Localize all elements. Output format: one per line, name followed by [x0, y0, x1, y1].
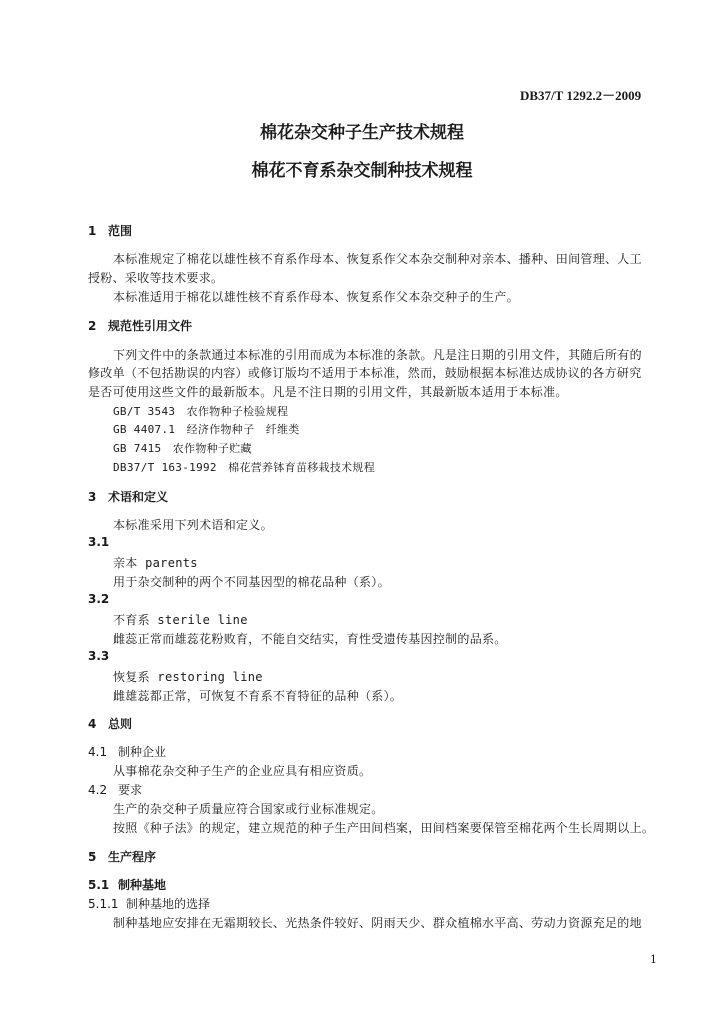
clause-number: 5.1.1 — [88, 897, 119, 911]
paragraph-line: 本标准适用于棉花以雄性核不育系作母本、恢复系作父本杂交种子的生产。 — [113, 290, 519, 304]
section-number: 2 — [88, 319, 97, 333]
main-title: 棉花杂交种子生产技术规程 — [260, 123, 464, 143]
clause-title: 制种企业 — [118, 745, 167, 759]
standard-code: DB37/T 1292.2－2009 — [520, 88, 642, 103]
paragraph-line: 生产的杂交种子质量应符合国家或行业标准规定。 — [113, 802, 384, 816]
page-number: 1 — [650, 953, 657, 966]
term-name: 亲本 parents — [113, 556, 198, 570]
term-definition: 用于杂交制种的两个不同基因型的棉花品种（系）。 — [113, 575, 390, 589]
section-2-heading — [88, 317, 192, 334]
paragraph-line: 授粉、采收等技术要求。 — [88, 271, 224, 285]
paragraph-line: 制种基地应安排在无霜期较长、光热条件较好、阴雨天少、群众植棉水平高、劳动力资源充足的地 — [113, 916, 642, 930]
reference-item: GB 4407.1 经济作物种子 纤维类 — [113, 423, 300, 436]
clause-number: 4.1 — [88, 745, 108, 759]
term-definition: 雌蕊正常而雄蕊花粉败育，不能自交结实，育性受遗传基因控制的品系。 — [113, 632, 507, 646]
clause-4-1-heading — [88, 743, 166, 760]
paragraph-line: 本标准规定了棉花以雄性核不育系作母本、恢复系作父本杂交制种对亲本、播种、田间管理、人工 — [113, 252, 642, 266]
clause-title: 制种基地的选择 — [126, 897, 211, 911]
clause-5-1-heading — [88, 876, 166, 893]
section-number: 1 — [88, 224, 97, 238]
section-title: 生产程序 — [108, 850, 157, 864]
paragraph-line: 按照《种子法》的规定，建立规范的种子生产田间档案，田间档案要保管至棉花两个生长周期以上。 — [113, 821, 655, 835]
clause-number: 5.1 — [88, 878, 110, 892]
clause-4-2-heading — [88, 781, 142, 798]
term-number: 3.1 — [88, 535, 110, 549]
clause-title: 要求 — [118, 783, 143, 797]
term-definition: 雌雄蕊都正常，可恢复不育系不育特征的品种（系）。 — [113, 689, 403, 703]
section-number: 5 — [88, 850, 97, 864]
clause-title: 制种基地 — [118, 878, 167, 892]
section-5-heading — [88, 848, 156, 865]
section-3-heading — [88, 488, 168, 505]
paragraph-line: 下列文件中的条款通过本标准的引用而成为本标准的条款。凡是注日期的引用文件，其随后所有的 — [113, 348, 642, 362]
term-number: 3.3 — [88, 649, 110, 663]
clause-number: 4.2 — [88, 783, 108, 797]
reference-item: DB37/T 163-1992 棉花营养钵育苗移栽技术规程 — [113, 461, 376, 474]
reference-item: GB/T 3543 农作物种子检验规程 — [113, 405, 289, 418]
section-number: 4 — [88, 717, 97, 731]
term-name: 不育系 sterile line — [113, 613, 248, 627]
paragraph-line: 本标准采用下列术语和定义。 — [113, 518, 273, 532]
clause-5-1-1-heading — [88, 895, 210, 912]
section-title: 规范性引用文件 — [108, 319, 193, 333]
sub-title: 棉花不育系杂交制种技术规程 — [251, 161, 473, 181]
reference-item: GB 7415 农作物种子贮藏 — [113, 442, 252, 455]
section-title: 范围 — [108, 224, 133, 238]
section-1-heading — [88, 222, 132, 239]
section-number: 3 — [88, 490, 97, 504]
term-number: 3.2 — [88, 592, 110, 606]
paragraph-line: 从事棉花杂交种子生产的企业应具有相应资质。 — [113, 764, 372, 778]
section-title: 术语和定义 — [108, 490, 169, 504]
section-title: 总则 — [108, 717, 133, 731]
paragraph-line: 修改单（不包括勘误的内容）或修订版均不适用于本标准，然而，鼓励根据本标准达成协议的各方研究 — [88, 366, 642, 380]
section-4-heading — [88, 715, 132, 732]
term-name: 恢复系 restoring line — [113, 670, 263, 684]
paragraph-line: 是否可使用这些文件的最新版本。凡是不注日期的引用文件，其最新版本适用于本标准。 — [88, 385, 568, 399]
